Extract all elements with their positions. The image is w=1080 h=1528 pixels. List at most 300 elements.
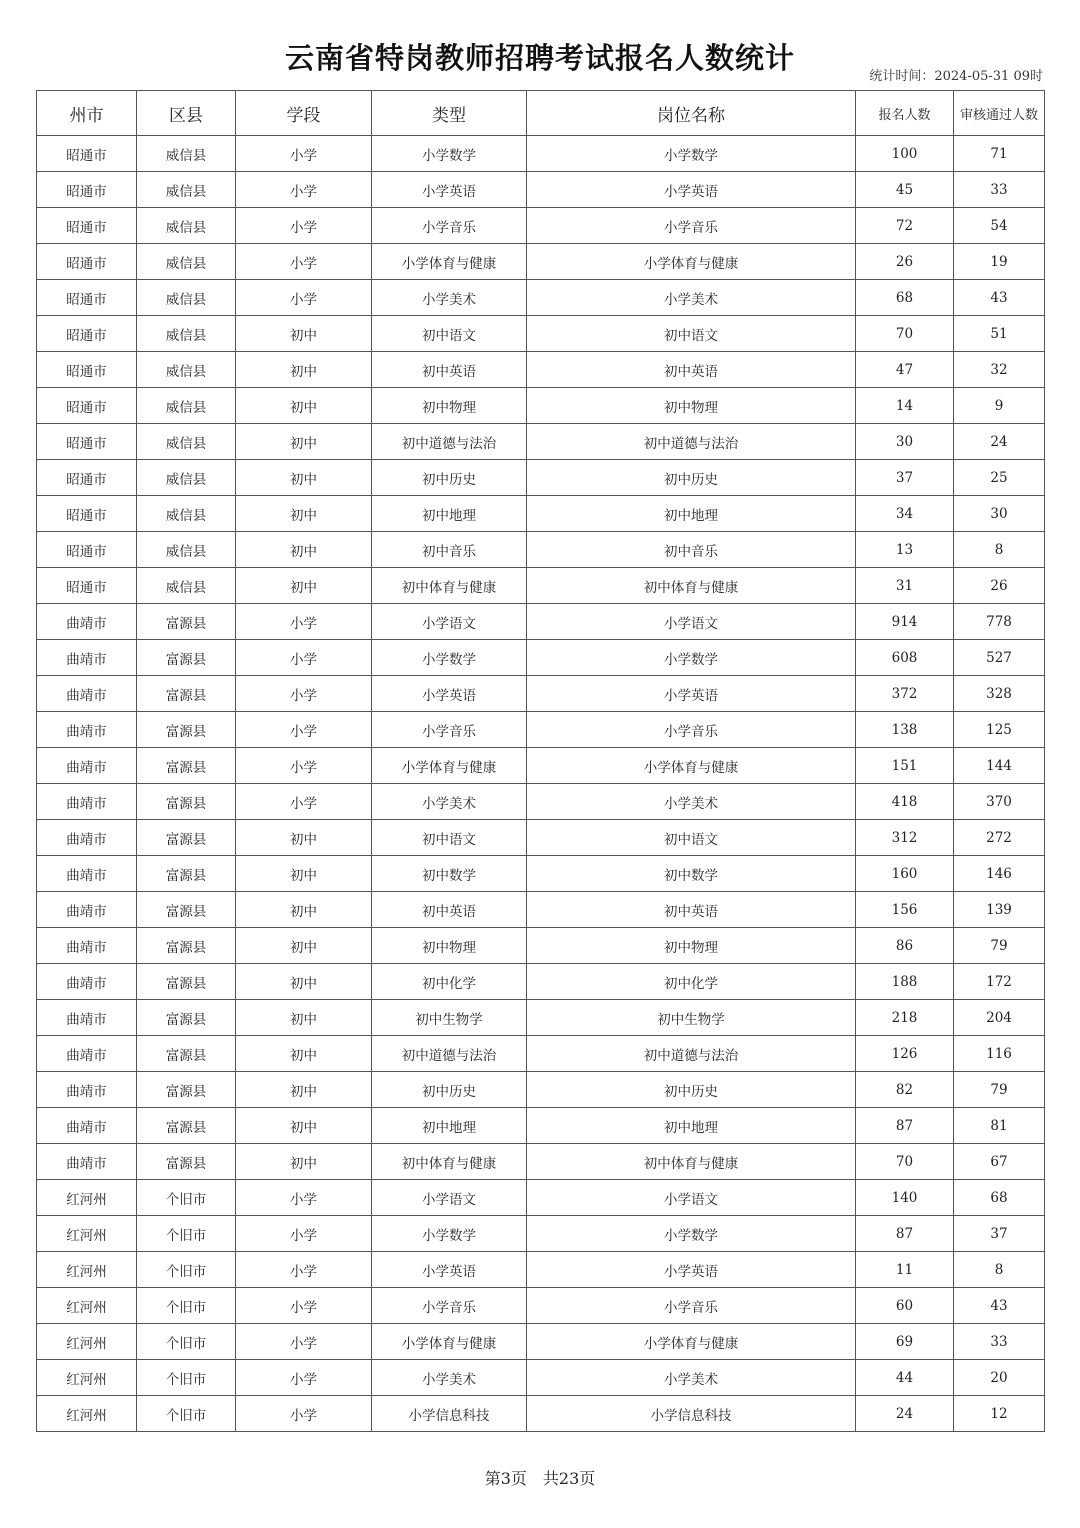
cell-position: 小学英语 — [527, 1252, 856, 1288]
header-row — [37, 91, 1045, 136]
cell-type: 初中音乐 — [372, 532, 527, 568]
cell-applicants: 418 — [856, 784, 954, 820]
cell-approved: 328 — [954, 676, 1045, 712]
cell-stage: 小学 — [236, 208, 372, 244]
table-row — [37, 532, 1045, 568]
cell-applicants: 87 — [856, 1108, 954, 1144]
cell-approved: 81 — [954, 1108, 1045, 1144]
table-row — [37, 676, 1045, 712]
cell-approved: 272 — [954, 820, 1045, 856]
cell-approved: 51 — [954, 316, 1045, 352]
cell-type: 初中地理 — [372, 1108, 527, 1144]
cell-county: 威信县 — [137, 352, 236, 388]
cell-prefecture: 昭通市 — [37, 352, 137, 388]
cell-county: 富源县 — [137, 784, 236, 820]
cell-applicants: 11 — [856, 1252, 954, 1288]
table-row — [37, 892, 1045, 928]
cell-position: 初中语文 — [527, 820, 856, 856]
cell-type: 初中体育与健康 — [372, 568, 527, 604]
table-row — [37, 820, 1045, 856]
cell-approved: 9 — [954, 388, 1045, 424]
cell-approved: 33 — [954, 172, 1045, 208]
table-body — [37, 136, 1045, 1432]
cell-position: 初中道德与法治 — [527, 424, 856, 460]
cell-approved: 139 — [954, 892, 1045, 928]
cell-stage: 初中 — [236, 568, 372, 604]
cell-type: 小学数学 — [372, 640, 527, 676]
cell-stage: 初中 — [236, 928, 372, 964]
cell-type: 初中地理 — [372, 496, 527, 532]
cell-prefecture: 红河州 — [37, 1324, 137, 1360]
cell-position: 小学音乐 — [527, 1288, 856, 1324]
table-row — [37, 1324, 1045, 1360]
cell-approved: 778 — [954, 604, 1045, 640]
cell-applicants: 45 — [856, 172, 954, 208]
cell-county: 个旧市 — [137, 1180, 236, 1216]
cell-applicants: 160 — [856, 856, 954, 892]
cell-stage: 初中 — [236, 820, 372, 856]
cell-prefecture: 昭通市 — [37, 208, 137, 244]
cell-prefecture: 红河州 — [37, 1180, 137, 1216]
cell-stage: 小学 — [236, 748, 372, 784]
cell-prefecture: 曲靖市 — [37, 820, 137, 856]
cell-stage: 小学 — [236, 784, 372, 820]
cell-stage: 小学 — [236, 1360, 372, 1396]
cell-applicants: 14 — [856, 388, 954, 424]
cell-position: 初中音乐 — [527, 532, 856, 568]
cell-applicants: 70 — [856, 316, 954, 352]
cell-approved: 125 — [954, 712, 1045, 748]
cell-prefecture: 曲靖市 — [37, 1072, 137, 1108]
cell-position: 初中语文 — [527, 316, 856, 352]
cell-applicants: 13 — [856, 532, 954, 568]
cell-approved: 19 — [954, 244, 1045, 280]
cell-applicants: 151 — [856, 748, 954, 784]
cell-prefecture: 昭通市 — [37, 460, 137, 496]
cell-prefecture: 红河州 — [37, 1216, 137, 1252]
cell-applicants: 140 — [856, 1180, 954, 1216]
header-prefecture: 州市 — [37, 91, 137, 136]
cell-approved: 71 — [954, 136, 1045, 172]
cell-position: 小学语文 — [527, 604, 856, 640]
cell-applicants: 31 — [856, 568, 954, 604]
cell-prefecture: 曲靖市 — [37, 784, 137, 820]
cell-type: 小学数学 — [372, 1216, 527, 1252]
header-position: 岗位名称 — [527, 91, 856, 136]
cell-type: 小学语文 — [372, 1180, 527, 1216]
cell-type: 小学语文 — [372, 604, 527, 640]
cell-county: 威信县 — [137, 388, 236, 424]
cell-county: 威信县 — [137, 208, 236, 244]
cell-county: 富源县 — [137, 640, 236, 676]
cell-county: 个旧市 — [137, 1252, 236, 1288]
cell-prefecture: 昭通市 — [37, 424, 137, 460]
cell-prefecture: 昭通市 — [37, 172, 137, 208]
cell-position: 初中物理 — [527, 388, 856, 424]
cell-stage: 初中 — [236, 352, 372, 388]
cell-approved: 144 — [954, 748, 1045, 784]
cell-county: 富源县 — [137, 676, 236, 712]
cell-position: 初中物理 — [527, 928, 856, 964]
cell-stage: 初中 — [236, 1144, 372, 1180]
cell-position: 初中英语 — [527, 892, 856, 928]
cell-prefecture: 昭通市 — [37, 568, 137, 604]
table-row — [37, 1360, 1045, 1396]
cell-applicants: 37 — [856, 460, 954, 496]
cell-type: 小学英语 — [372, 172, 527, 208]
cell-prefecture: 曲靖市 — [37, 640, 137, 676]
table-row — [37, 316, 1045, 352]
cell-prefecture: 昭通市 — [37, 136, 137, 172]
cell-county: 富源县 — [137, 1108, 236, 1144]
cell-position: 小学体育与健康 — [527, 748, 856, 784]
cell-county: 富源县 — [137, 820, 236, 856]
cell-stage: 小学 — [236, 280, 372, 316]
table-row — [37, 1216, 1045, 1252]
cell-approved: 24 — [954, 424, 1045, 460]
cell-prefecture: 昭通市 — [37, 280, 137, 316]
cell-county: 个旧市 — [137, 1288, 236, 1324]
cell-county: 威信县 — [137, 424, 236, 460]
cell-prefecture: 曲靖市 — [37, 856, 137, 892]
cell-position: 小学英语 — [527, 172, 856, 208]
cell-type: 小学音乐 — [372, 1288, 527, 1324]
cell-type: 小学体育与健康 — [372, 244, 527, 280]
cell-county: 威信县 — [137, 460, 236, 496]
table-row — [37, 1072, 1045, 1108]
cell-prefecture: 红河州 — [37, 1288, 137, 1324]
cell-county: 个旧市 — [137, 1360, 236, 1396]
cell-position: 小学数学 — [527, 640, 856, 676]
cell-prefecture: 曲靖市 — [37, 1108, 137, 1144]
table-row — [37, 352, 1045, 388]
cell-approved: 370 — [954, 784, 1045, 820]
cell-prefecture: 曲靖市 — [37, 928, 137, 964]
header-applicants: 报名人数 — [856, 91, 954, 136]
cell-county: 富源县 — [137, 712, 236, 748]
cell-county: 威信县 — [137, 172, 236, 208]
cell-stage: 初中 — [236, 424, 372, 460]
cell-applicants: 82 — [856, 1072, 954, 1108]
table-row — [37, 604, 1045, 640]
table-row — [37, 460, 1045, 496]
cell-prefecture: 昭通市 — [37, 244, 137, 280]
cell-applicants: 44 — [856, 1360, 954, 1396]
cell-type: 小学英语 — [372, 1252, 527, 1288]
table-row — [37, 784, 1045, 820]
cell-type: 初中生物学 — [372, 1000, 527, 1036]
cell-county: 威信县 — [137, 280, 236, 316]
cell-position: 初中历史 — [527, 1072, 856, 1108]
cell-approved: 116 — [954, 1036, 1045, 1072]
cell-applicants: 24 — [856, 1396, 954, 1432]
cell-type: 小学体育与健康 — [372, 748, 527, 784]
table-row — [37, 748, 1045, 784]
cell-prefecture: 红河州 — [37, 1360, 137, 1396]
cell-prefecture: 曲靖市 — [37, 964, 137, 1000]
table-row — [37, 1036, 1045, 1072]
cell-type: 初中道德与法治 — [372, 1036, 527, 1072]
cell-applicants: 86 — [856, 928, 954, 964]
cell-type: 初中数学 — [372, 856, 527, 892]
cell-stage: 初中 — [236, 1036, 372, 1072]
table-row — [37, 712, 1045, 748]
table-row — [37, 496, 1045, 532]
cell-position: 小学语文 — [527, 1180, 856, 1216]
cell-approved: 30 — [954, 496, 1045, 532]
cell-type: 初中物理 — [372, 388, 527, 424]
cell-position: 小学音乐 — [527, 208, 856, 244]
cell-prefecture: 红河州 — [37, 1396, 137, 1432]
cell-applicants: 47 — [856, 352, 954, 388]
cell-approved: 67 — [954, 1144, 1045, 1180]
cell-county: 富源县 — [137, 928, 236, 964]
cell-stage: 初中 — [236, 460, 372, 496]
cell-approved: 172 — [954, 964, 1045, 1000]
cell-stage: 小学 — [236, 1216, 372, 1252]
cell-stage: 小学 — [236, 1252, 372, 1288]
cell-stage: 小学 — [236, 1324, 372, 1360]
cell-county: 富源县 — [137, 604, 236, 640]
cell-county: 威信县 — [137, 316, 236, 352]
cell-position: 初中英语 — [527, 352, 856, 388]
cell-approved: 79 — [954, 1072, 1045, 1108]
cell-county: 威信县 — [137, 532, 236, 568]
registration-table — [36, 90, 1045, 1432]
cell-stage: 小学 — [236, 136, 372, 172]
cell-stage: 初中 — [236, 892, 372, 928]
cell-type: 初中历史 — [372, 460, 527, 496]
cell-county: 威信县 — [137, 244, 236, 280]
cell-county: 威信县 — [137, 496, 236, 532]
table-row — [37, 172, 1045, 208]
cell-stage: 初中 — [236, 1000, 372, 1036]
cell-approved: 79 — [954, 928, 1045, 964]
page-number: 第3页 共23页 — [484, 1469, 596, 1488]
cell-type: 初中化学 — [372, 964, 527, 1000]
cell-position: 初中数学 — [527, 856, 856, 892]
cell-applicants: 60 — [856, 1288, 954, 1324]
cell-stage: 初中 — [236, 496, 372, 532]
table-row — [37, 1000, 1045, 1036]
cell-applicants: 100 — [856, 136, 954, 172]
cell-stage: 小学 — [236, 1288, 372, 1324]
cell-position: 初中地理 — [527, 496, 856, 532]
cell-applicants: 70 — [856, 1144, 954, 1180]
cell-applicants: 372 — [856, 676, 954, 712]
cell-position: 小学美术 — [527, 1360, 856, 1396]
cell-type: 小学美术 — [372, 784, 527, 820]
cell-position: 小学信息科技 — [527, 1396, 856, 1432]
stat-time: 统计时间：2024-05-31 09时 — [869, 69, 1043, 84]
cell-position: 小学数学 — [527, 1216, 856, 1252]
cell-type: 初中物理 — [372, 928, 527, 964]
cell-approved: 8 — [954, 532, 1045, 568]
table-row — [37, 244, 1045, 280]
cell-approved: 43 — [954, 280, 1045, 316]
cell-applicants: 72 — [856, 208, 954, 244]
cell-applicants: 30 — [856, 424, 954, 460]
cell-stage: 初中 — [236, 316, 372, 352]
cell-position: 初中体育与健康 — [527, 568, 856, 604]
cell-prefecture: 曲靖市 — [37, 892, 137, 928]
cell-applicants: 87 — [856, 1216, 954, 1252]
cell-applicants: 218 — [856, 1000, 954, 1036]
cell-approved: 20 — [954, 1360, 1045, 1396]
cell-county: 富源县 — [137, 1144, 236, 1180]
cell-type: 小学体育与健康 — [372, 1324, 527, 1360]
table-row — [37, 1396, 1045, 1432]
cell-type: 小学音乐 — [372, 712, 527, 748]
cell-type: 初中历史 — [372, 1072, 527, 1108]
cell-position: 小学体育与健康 — [527, 244, 856, 280]
cell-approved: 204 — [954, 1000, 1045, 1036]
cell-type: 小学信息科技 — [372, 1396, 527, 1432]
cell-county: 个旧市 — [137, 1216, 236, 1252]
cell-type: 初中英语 — [372, 892, 527, 928]
cell-stage: 初中 — [236, 388, 372, 424]
table-row — [37, 1180, 1045, 1216]
cell-stage: 小学 — [236, 1180, 372, 1216]
cell-county: 富源县 — [137, 748, 236, 784]
cell-stage: 初中 — [236, 532, 372, 568]
cell-type: 初中语文 — [372, 316, 527, 352]
table-row — [37, 964, 1045, 1000]
cell-stage: 小学 — [236, 172, 372, 208]
cell-county: 个旧市 — [137, 1324, 236, 1360]
cell-county: 富源县 — [137, 964, 236, 1000]
cell-approved: 32 — [954, 352, 1045, 388]
cell-type: 初中道德与法治 — [372, 424, 527, 460]
cell-applicants: 68 — [856, 280, 954, 316]
table-row — [37, 1288, 1045, 1324]
cell-stage: 小学 — [236, 1396, 372, 1432]
cell-county: 威信县 — [137, 136, 236, 172]
cell-approved: 12 — [954, 1396, 1045, 1432]
table-row — [37, 208, 1045, 244]
cell-stage: 小学 — [236, 604, 372, 640]
cell-prefecture: 昭通市 — [37, 532, 137, 568]
cell-type: 小学美术 — [372, 1360, 527, 1396]
page-title: 云南省特岗教师招聘考试报名人数统计 — [284, 41, 795, 75]
cell-position: 小学美术 — [527, 784, 856, 820]
header-stage: 学段 — [236, 91, 372, 136]
cell-approved: 25 — [954, 460, 1045, 496]
table-row — [37, 1252, 1045, 1288]
cell-approved: 68 — [954, 1180, 1045, 1216]
cell-position: 初中道德与法治 — [527, 1036, 856, 1072]
cell-county: 富源县 — [137, 1000, 236, 1036]
cell-applicants: 608 — [856, 640, 954, 676]
cell-stage: 小学 — [236, 676, 372, 712]
table-row — [37, 928, 1045, 964]
table-row — [37, 424, 1045, 460]
cell-applicants: 914 — [856, 604, 954, 640]
cell-prefecture: 昭通市 — [37, 496, 137, 532]
cell-position: 初中生物学 — [527, 1000, 856, 1036]
cell-prefecture: 曲靖市 — [37, 748, 137, 784]
cell-prefecture: 曲靖市 — [37, 676, 137, 712]
cell-position: 初中化学 — [527, 964, 856, 1000]
cell-county: 富源县 — [137, 1072, 236, 1108]
cell-applicants: 188 — [856, 964, 954, 1000]
cell-applicants: 34 — [856, 496, 954, 532]
cell-position: 小学数学 — [527, 136, 856, 172]
cell-approved: 26 — [954, 568, 1045, 604]
cell-approved: 527 — [954, 640, 1045, 676]
cell-applicants: 156 — [856, 892, 954, 928]
cell-applicants: 138 — [856, 712, 954, 748]
cell-type: 小学英语 — [372, 676, 527, 712]
cell-approved: 8 — [954, 1252, 1045, 1288]
cell-position: 小学美术 — [527, 280, 856, 316]
cell-stage: 小学 — [236, 712, 372, 748]
table-row — [37, 388, 1045, 424]
cell-prefecture: 曲靖市 — [37, 604, 137, 640]
cell-county: 个旧市 — [137, 1396, 236, 1432]
cell-prefecture: 昭通市 — [37, 316, 137, 352]
header-county: 区县 — [137, 91, 236, 136]
cell-position: 小学英语 — [527, 676, 856, 712]
cell-stage: 初中 — [236, 1108, 372, 1144]
cell-stage: 小学 — [236, 244, 372, 280]
cell-position: 初中地理 — [527, 1108, 856, 1144]
cell-applicants: 69 — [856, 1324, 954, 1360]
table-row — [37, 568, 1045, 604]
cell-prefecture: 红河州 — [37, 1252, 137, 1288]
cell-prefecture: 曲靖市 — [37, 1000, 137, 1036]
table-row — [37, 856, 1045, 892]
cell-prefecture: 曲靖市 — [37, 712, 137, 748]
cell-position: 初中体育与健康 — [527, 1144, 856, 1180]
cell-stage: 初中 — [236, 856, 372, 892]
cell-county: 富源县 — [137, 892, 236, 928]
cell-prefecture: 曲靖市 — [37, 1036, 137, 1072]
cell-stage: 初中 — [236, 964, 372, 1000]
cell-prefecture: 昭通市 — [37, 388, 137, 424]
table-row — [37, 280, 1045, 316]
cell-county: 富源县 — [137, 856, 236, 892]
cell-approved: 54 — [954, 208, 1045, 244]
table-row — [37, 136, 1045, 172]
cell-approved: 146 — [954, 856, 1045, 892]
cell-approved: 37 — [954, 1216, 1045, 1252]
cell-position: 小学音乐 — [527, 712, 856, 748]
table-row — [37, 640, 1045, 676]
cell-county: 威信县 — [137, 568, 236, 604]
cell-position: 小学体育与健康 — [527, 1324, 856, 1360]
cell-type: 小学美术 — [372, 280, 527, 316]
cell-type: 小学数学 — [372, 136, 527, 172]
cell-type: 初中体育与健康 — [372, 1144, 527, 1180]
cell-stage: 小学 — [236, 640, 372, 676]
cell-county: 富源县 — [137, 1036, 236, 1072]
cell-type: 小学音乐 — [372, 208, 527, 244]
cell-prefecture: 曲靖市 — [37, 1144, 137, 1180]
header-type: 类型 — [372, 91, 527, 136]
cell-position: 初中历史 — [527, 460, 856, 496]
cell-applicants: 312 — [856, 820, 954, 856]
cell-applicants: 26 — [856, 244, 954, 280]
cell-applicants: 126 — [856, 1036, 954, 1072]
cell-stage: 初中 — [236, 1072, 372, 1108]
table-row — [37, 1144, 1045, 1180]
table-row — [37, 1108, 1045, 1144]
cell-type: 初中语文 — [372, 820, 527, 856]
cell-type: 初中英语 — [372, 352, 527, 388]
header-approved: 审核通过人数 — [954, 91, 1045, 136]
cell-approved: 43 — [954, 1288, 1045, 1324]
